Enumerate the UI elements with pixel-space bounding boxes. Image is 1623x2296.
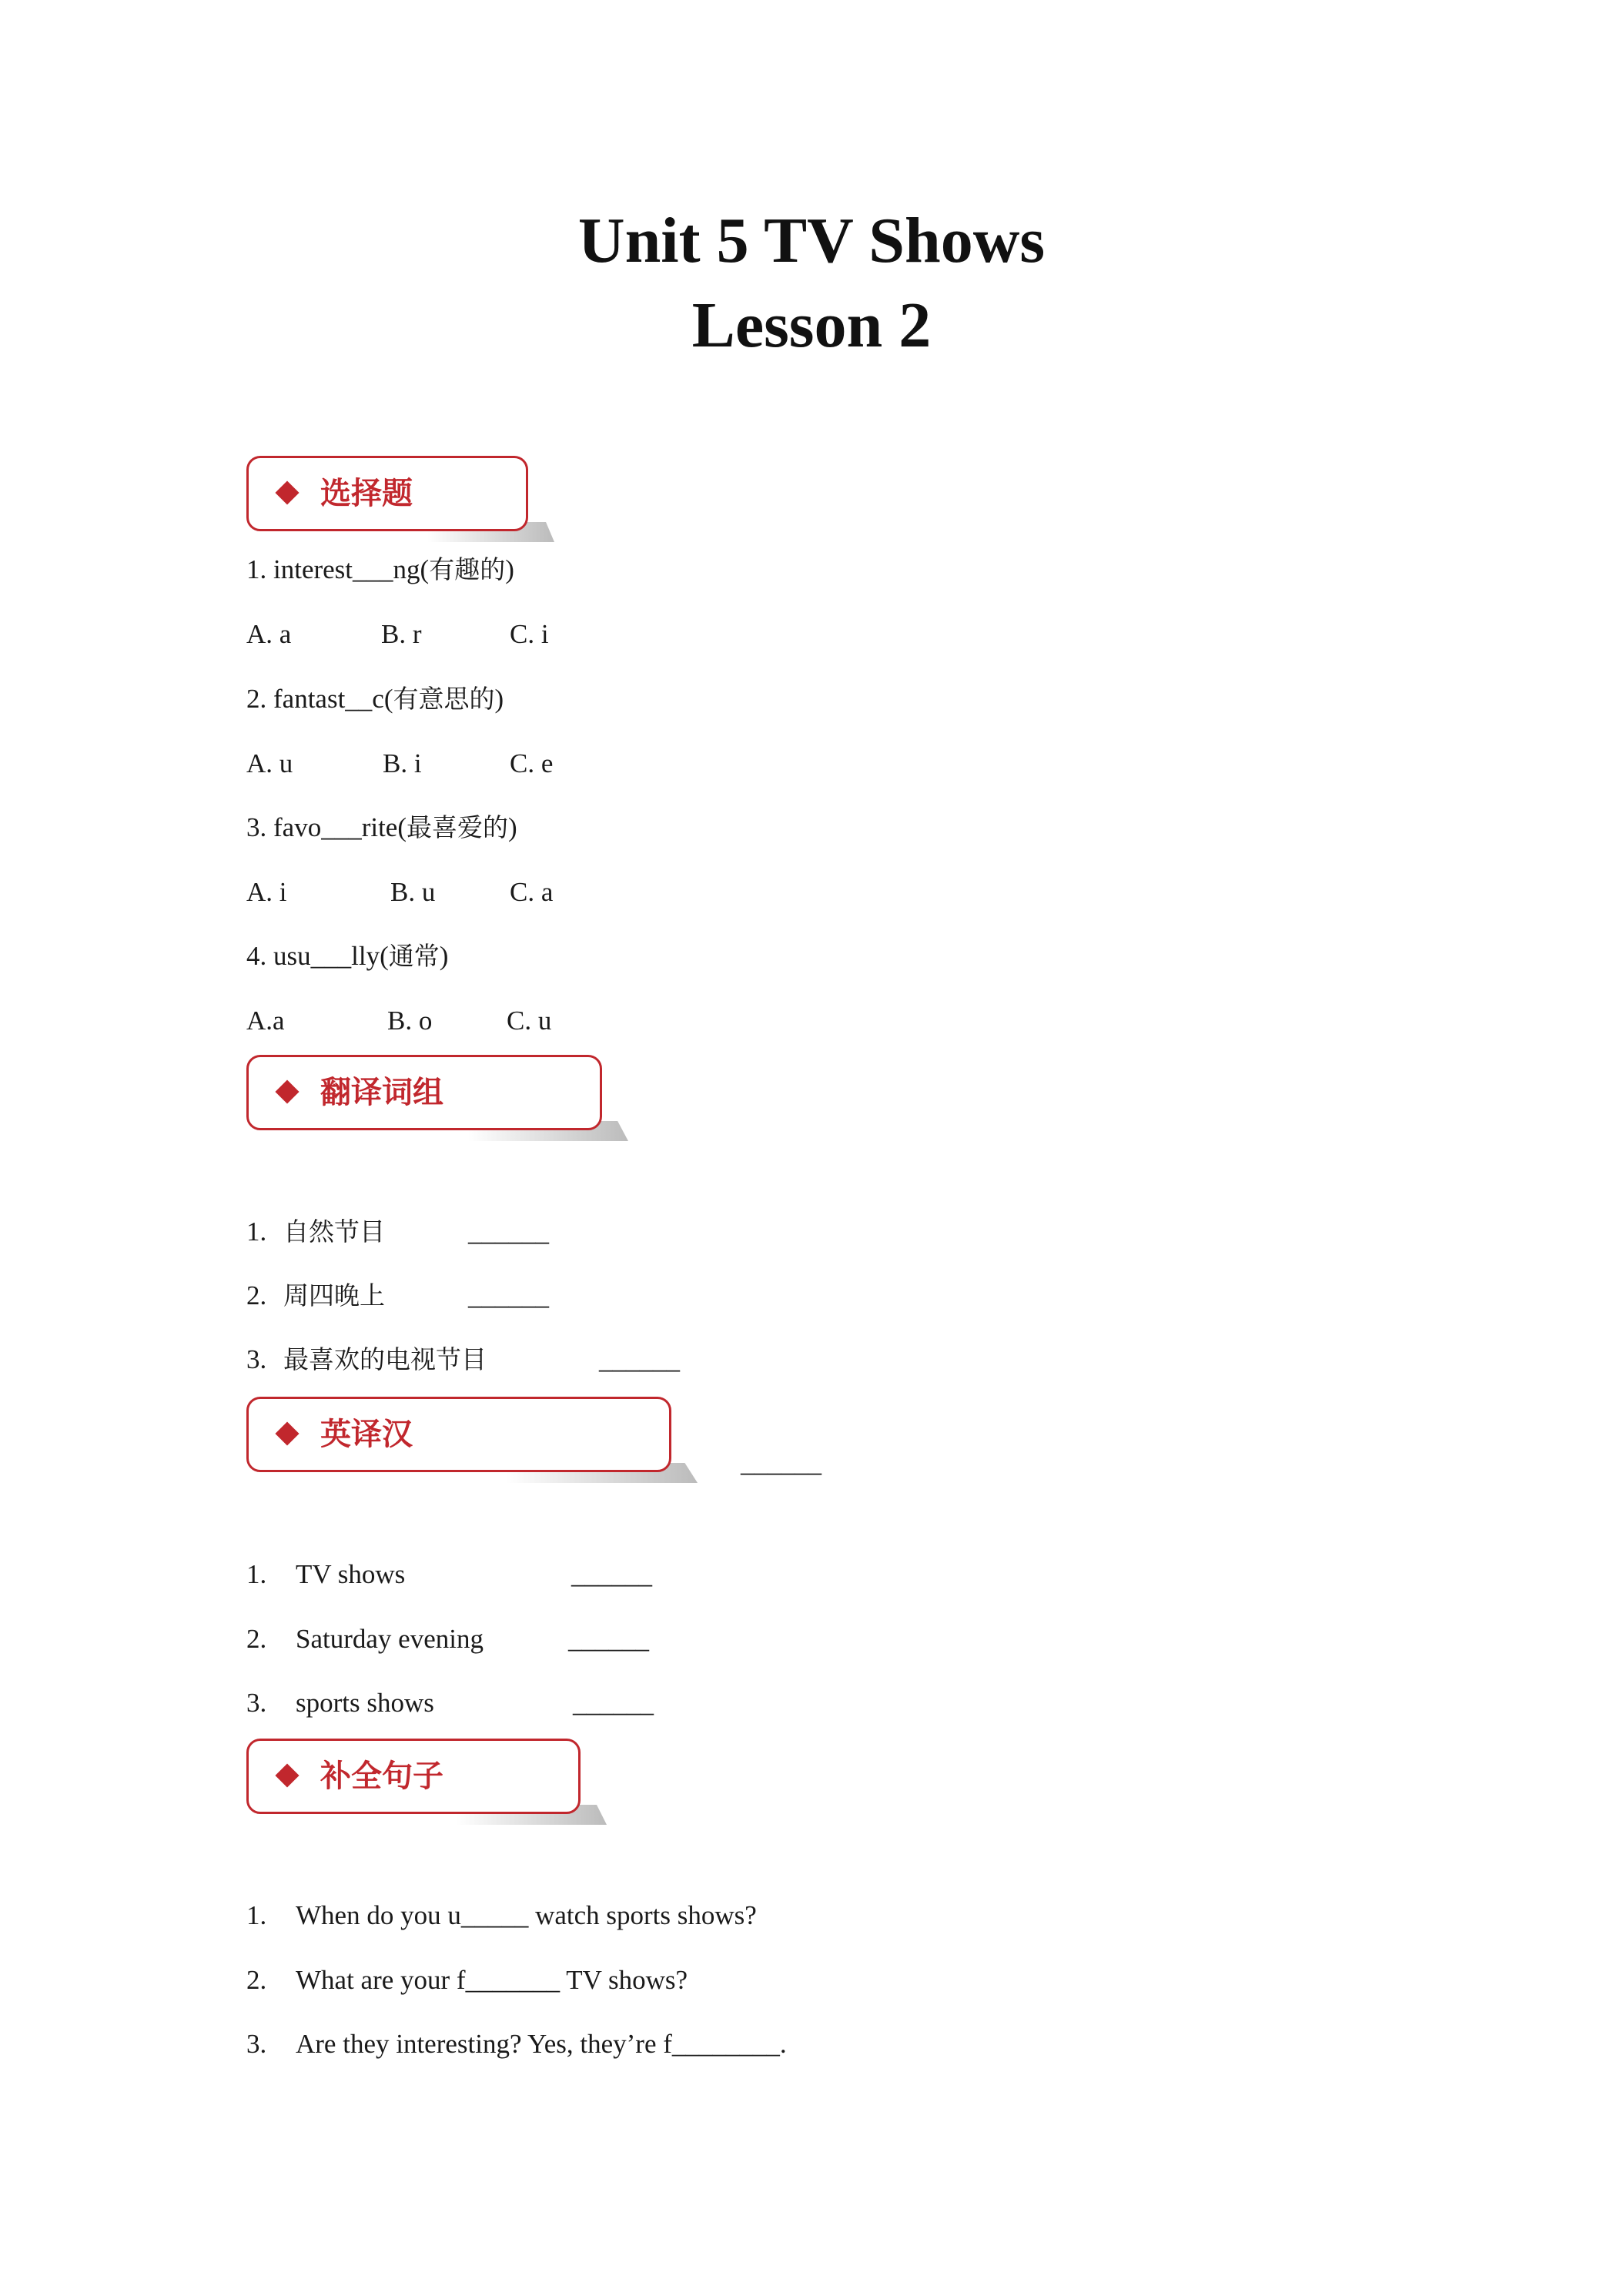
answer-blank[interactable]: ______ — [571, 1559, 652, 1589]
answer-blank[interactable]: ______ — [568, 1624, 649, 1654]
answer-blank[interactable]: ______ — [468, 1217, 549, 1247]
section-header-complete-sentences — [246, 1739, 581, 1814]
section-header-english-to-chinese — [246, 1397, 671, 1472]
item-number: 1. — [246, 1559, 267, 1589]
option-c: C. i — [510, 619, 549, 649]
section-header-multiple-choice — [246, 456, 528, 531]
question-3: 3. favo___rite(最喜爱的) — [246, 812, 517, 842]
option-a: A.a — [246, 1006, 285, 1036]
item-number: 2. — [246, 1624, 267, 1654]
question-2: 2. fantast__c(有意思的) — [246, 684, 504, 714]
option-c: C. u — [507, 1006, 552, 1036]
option-c: C. a — [510, 877, 554, 907]
answer-blank[interactable]: ______ — [741, 1448, 822, 1478]
answer-blank[interactable]: ______ — [599, 1344, 680, 1374]
answer-blank[interactable]: ______ — [468, 1280, 549, 1310]
item-text: TV shows — [296, 1559, 406, 1589]
header-box — [246, 1397, 671, 1472]
item-number: 3. — [246, 1688, 267, 1718]
item-number: 1. — [246, 1900, 267, 1930]
item-text: sports shows — [296, 1688, 434, 1718]
section-label: 英译汉 — [320, 1417, 413, 1452]
phrase-text: 自然节目 — [283, 1217, 385, 1247]
option-a: A. a — [246, 619, 292, 649]
page-title: Unit 5 TV Shows — [577, 205, 1046, 276]
phrase-text: 最喜欢的电视节目 — [283, 1344, 487, 1374]
answer-blank[interactable]: ______ — [573, 1688, 654, 1718]
sentence-text: What are your f_______ TV shows? — [296, 1965, 688, 1995]
sentence-text: When do you u_____ watch sports shows? — [296, 1900, 757, 1930]
section-label: 翻译词组 — [320, 1075, 443, 1110]
page-subtitle: Lesson 2 — [691, 290, 932, 361]
sentence-text: Are they interesting? Yes, they’re f________. — [296, 2029, 787, 2059]
question-1: 1. interest___ng(有趣的) — [246, 554, 514, 584]
option-b: B. i — [383, 748, 422, 778]
option-c: C. e — [510, 748, 554, 778]
item-number: 2. — [246, 1965, 267, 1995]
phrase-text: 周四晚上 — [283, 1280, 385, 1310]
phrase-item: 2. — [246, 1280, 267, 1310]
question-4: 4. usu___lly(通常) — [246, 941, 449, 971]
item-text: Saturday evening — [296, 1624, 484, 1654]
section-label: 补全句子 — [320, 1759, 443, 1794]
item-number: 3. — [246, 2029, 267, 2059]
option-b: B. r — [381, 619, 422, 649]
section-label: 选择题 — [320, 476, 413, 511]
option-b: B. u — [390, 877, 436, 907]
option-a: A. u — [246, 748, 293, 778]
option-a: A. i — [246, 877, 287, 907]
phrase-item: 1. — [246, 1217, 267, 1247]
option-b: B. o — [387, 1006, 433, 1036]
section-header-translate-phrases — [246, 1055, 602, 1130]
phrase-item: 3. — [246, 1344, 267, 1374]
